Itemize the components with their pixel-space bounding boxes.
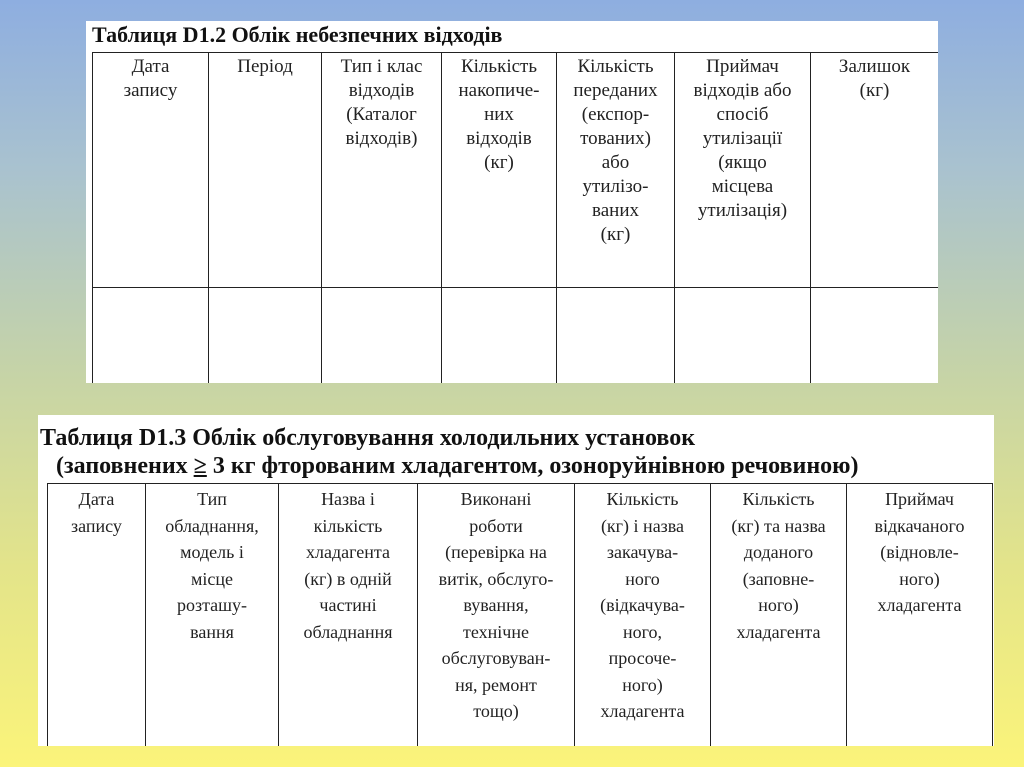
table-d1-3-title: Таблиця D1.3 Облік обслуговування холодильних установок [40,425,696,451]
subtitle-suffix: 3 кг фторованим хладагентом, озоноруйнівною речовиною) [206,453,859,479]
column-header-transferred: Кількість переданих (експор- тованих) або утилізо- ваних (кг) [557,53,675,288]
table-d1-3-subtitle [56,453,858,480]
column-header-added: Кількість (кг) та назва доданого (заповне- ного) хладагента [711,484,847,747]
table-cell [209,288,322,384]
column-header-pumped: Кількість (кг) і назва закачува- ного (відкачува- ного, просоче- ного) хладагента [575,484,711,747]
table-header-row [48,484,993,747]
table-d1-2-panel [86,21,938,383]
table-d1-2 [92,52,938,383]
column-header-waste-type: Тип і клас відходів (Каталог відходів) [322,53,442,288]
column-header-period: Період [209,53,322,288]
column-header-refrigerant: Назва і кількість хладагента (кг) в одній частині обладнання [279,484,418,747]
table-cell [442,288,557,384]
table-cell [93,288,209,384]
table-cell [557,288,675,384]
table-cell [322,288,442,384]
table-d1-3 [47,483,993,746]
column-header-date: Дата запису [48,484,146,747]
table-d1-3-panel [38,415,994,746]
column-header-accumulated: Кількість накопиче- них відходів (кг) [442,53,557,288]
column-header-work-done: Виконані роботи (перевірка на витік, обслуго- вування, технічне обслуговуван- ня, ремонт тощо) [418,484,575,747]
table-row [93,288,939,384]
table-cell [675,288,811,384]
subtitle-geq-sign: ≥ [193,453,207,479]
table-cell [811,288,939,384]
column-header-remainder: Залишок (кг) [811,53,939,288]
column-header-receiver: Приймач відкачаного (відновле- ного) хладагента [847,484,993,747]
column-header-receiver: Приймач відходів або спосіб утилізації (якщо місцева утилізація) [675,53,811,288]
table-d1-2-title: Таблиця D1.2 Облік небезпечних відходів [92,22,503,47]
table-header-row [93,53,939,288]
subtitle-prefix: (заповнених [56,453,194,479]
column-header-equipment: Тип обладнання, модель і місце розташу- вання [146,484,279,747]
column-header-date: Дата запису [93,53,209,288]
